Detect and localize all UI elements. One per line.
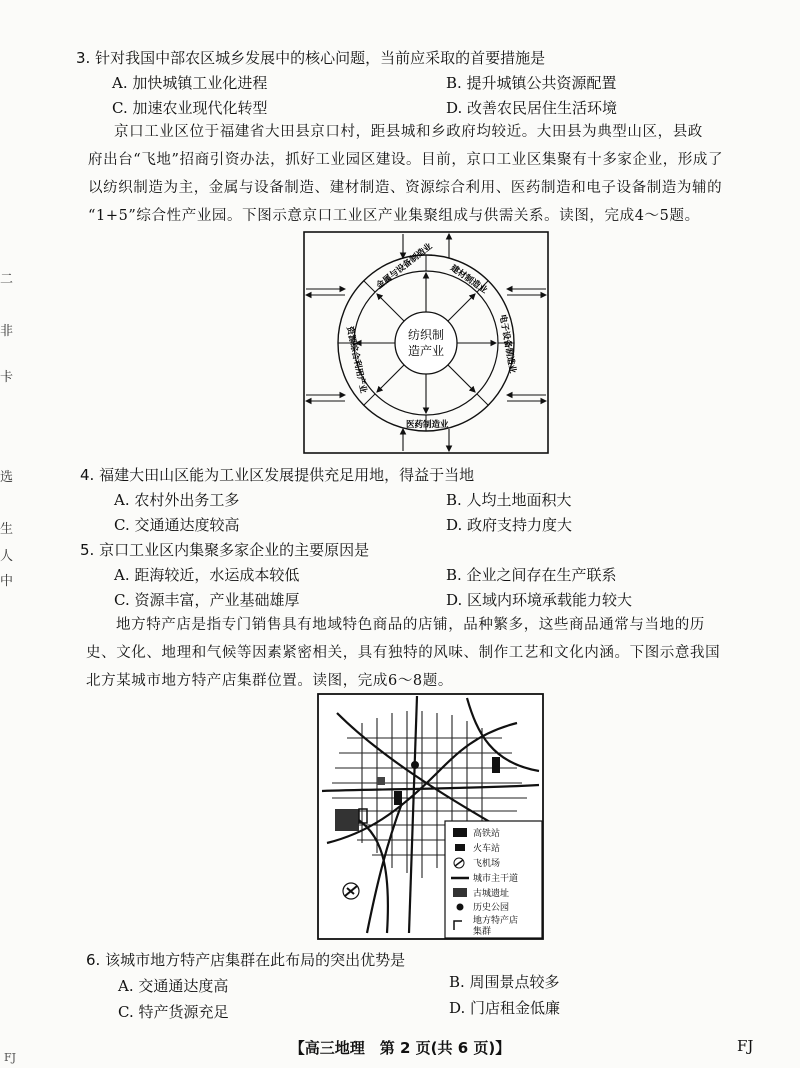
footer-code-left: FJ xyxy=(4,1051,17,1064)
q5-option-c: C. 资源丰富，产业基础雄厚 xyxy=(114,591,300,609)
question-5-stem: 5. 京口工业区内集聚多家企业的主要原因是 xyxy=(80,541,370,559)
passage-line: “1+5”综合性产业园。下图示意京口工业区产业集聚组成与供需关系。读图，完成4～5题。 xyxy=(88,208,700,224)
high-speed-rail-station xyxy=(492,757,500,773)
passage-line: 京口工业区位于福建省大田县京口村，距县城和乡政府均较近。大田县为典型山区，县政 xyxy=(114,124,703,140)
textile-center-circle xyxy=(395,312,457,374)
passage-industrial-park xyxy=(88,118,778,230)
q5-option-d: D. 区域内环境承载能力较大 xyxy=(446,591,633,609)
passage-line: 以纺织制造为主，金属与设备制造、建材制造、资源综合利用、医药制造和电子设备制造为辅的 xyxy=(88,180,723,196)
margin-char: 生 xyxy=(0,522,14,537)
q4-option-d: D. 政府支持力度大 xyxy=(446,516,573,534)
passage-line: 地方特产店是指专门销售具有地域特色商品的店铺，品种繁多，这些商品通常与当地的历 xyxy=(116,617,705,633)
legend-high-speed-rail: 高铁站 xyxy=(473,829,501,839)
question-3-stem: 3. 针对我国中部农区城乡发展中的核心问题，当前应采取的首要措施是 xyxy=(76,49,546,67)
specialty-store-cluster xyxy=(377,777,385,785)
legend-cluster: 集群 xyxy=(473,927,492,937)
ring-label-building: 建材制造业 xyxy=(448,263,489,296)
q3-option-d: D. 改善农民居住生活环境 xyxy=(446,99,618,117)
ring-label-medicine: 医药制造业 xyxy=(406,420,449,430)
margin-char: 非 xyxy=(0,324,14,339)
margin-char: 卡 xyxy=(0,370,14,385)
q3-option-c: C. 加速农业现代化转型 xyxy=(112,99,268,117)
margin-char: 选 xyxy=(0,470,14,485)
ring-label-resource: 资源综合利用产业 xyxy=(344,325,368,395)
q4-option-a: A. 农村外出务工多 xyxy=(114,491,240,509)
legend-train-station: 火车站 xyxy=(473,844,501,854)
q3-option-b: B. 提升城镇公共资源配置 xyxy=(446,74,617,92)
city-map xyxy=(317,693,544,940)
passage-line: 府出台“飞地”招商引资办法，抓好工业园区建设。目前，京口工业区集聚有十多家企业，形成了 xyxy=(88,152,724,168)
center-label-line2: 造产业 xyxy=(407,344,445,358)
q6-option-d: D. 门店租金低廉 xyxy=(449,999,561,1017)
legend-specialty-store: 地方特产店 xyxy=(473,916,519,926)
ancient-city-site xyxy=(335,809,359,831)
q4-option-b: B. 人均土地面积大 xyxy=(446,491,572,509)
industry-cluster-diagram xyxy=(303,231,549,454)
legend-history-park: 历史公园 xyxy=(473,903,510,913)
passage-line: 北方某城市地方特产店集群位置。读图，完成6～8题。 xyxy=(86,673,453,689)
center-label-line1: 纺织制 xyxy=(407,328,445,342)
q5-option-a: A. 距海较近，水运成本较低 xyxy=(114,566,300,584)
page-footer: 【高三地理 第 2 页(共 6 页)】 xyxy=(289,1039,511,1057)
q6-option-c: C. 特产货源充足 xyxy=(118,1003,229,1021)
q5-option-b: B. 企业之间存在生产联系 xyxy=(446,566,617,584)
q6-option-b: B. 周围景点较多 xyxy=(449,973,560,991)
margin-char: 中 xyxy=(0,574,14,589)
ring-label-electronics: 电子设备制造业 xyxy=(497,313,518,375)
q6-option-a: A. 交通通达度高 xyxy=(118,977,229,995)
margin-char: 人 xyxy=(0,549,14,564)
ring-label-metal: 金属与设备制造业 xyxy=(374,241,435,292)
passage-specialty-stores xyxy=(86,611,776,695)
legend-main-road: 城市主干道 xyxy=(473,874,519,884)
legend-airport: 飞机场 xyxy=(473,859,501,869)
question-6-stem: 6. 该城市地方特产店集群在此布局的突出优势是 xyxy=(86,951,406,969)
history-park xyxy=(411,761,419,769)
footer-code-right: FJ xyxy=(737,1037,754,1055)
legend-ancient-site: 古城遗址 xyxy=(473,889,510,899)
q3-option-a: A. 加快城镇工业化进程 xyxy=(112,74,268,92)
margin-char: 二 xyxy=(0,272,14,287)
q4-option-c: C. 交通通达度较高 xyxy=(114,516,240,534)
airport-icon xyxy=(343,883,359,899)
passage-line: 史、文化、地理和气候等因素紧密相关，具有独特的风味、制作工艺和文化内涵。下图示意我国 xyxy=(86,645,721,661)
question-4-stem: 4. 福建大田山区能为工业区发展提供充足用地，得益于当地 xyxy=(80,466,475,484)
train-station xyxy=(394,791,402,805)
